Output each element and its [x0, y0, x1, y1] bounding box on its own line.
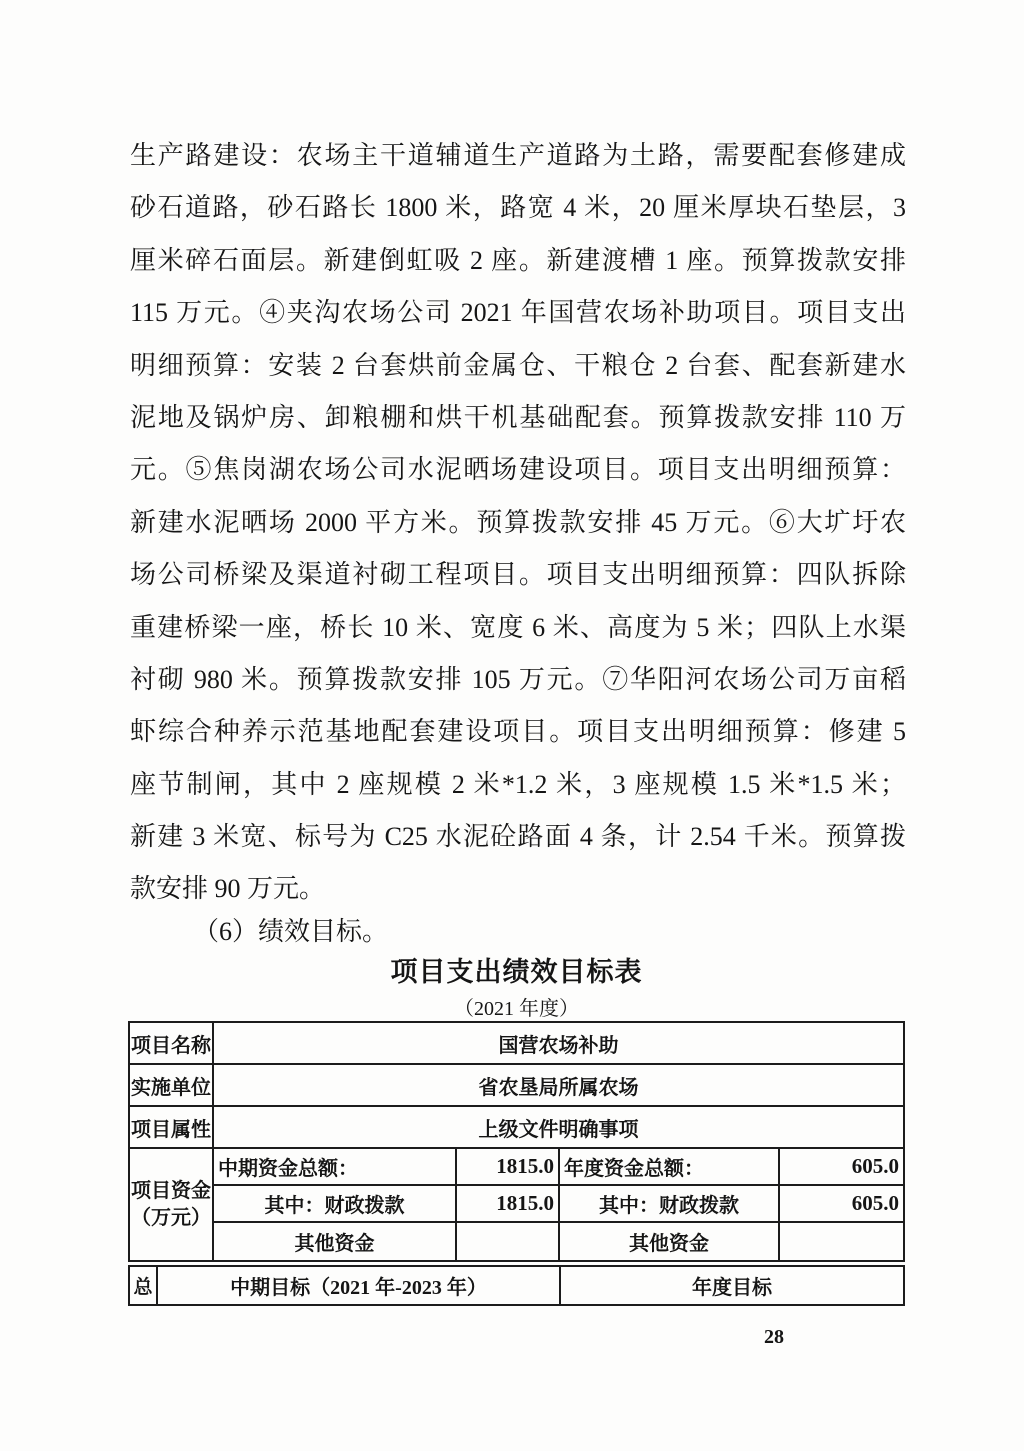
implement-unit-value: 省农垦局所属农场: [478, 1076, 639, 1099]
text-line: 场公司桥梁及渠道衬砌工程项目。项目支出明细预算：四队拆除: [130, 560, 906, 590]
text-line: 新建水泥晒场 2000 平方米。预算拨款安排 45 万元。⑥大圹圩农: [130, 507, 906, 537]
section-heading: （6）绩效目标。: [193, 917, 389, 946]
funding-section: [130, 1149, 903, 1260]
midterm-goal-header: 中期目标（2021 年-2023 年）: [158, 1267, 561, 1304]
table-row: [130, 1107, 903, 1149]
project-attribute-label: 项目属性: [130, 1107, 214, 1147]
text-line: 生产路建设：农场主干道辅道生产道路为土路，需要配套修建成: [130, 141, 906, 170]
page-number: 28: [764, 1326, 784, 1348]
text-line: 新建 3 米宽、标号为 C25 水泥砼路面 4 条，计 2.54 千米。预算拨: [130, 822, 906, 852]
midterm-other-label: 其他资金: [214, 1223, 457, 1260]
text-line: 泥地及锅炉房、卸粮棚和烘干机基础配套。预算拨款安排 110 万: [130, 402, 906, 432]
annual-other-label: 其他资金: [560, 1223, 780, 1260]
text-line: 厘米碎石面层。新建倒虹吸 2 座。新建渡槽 1 座。预算拨款安排: [130, 245, 906, 275]
funding-header-line2: （万元）: [131, 1206, 211, 1229]
goals-header: 总: [130, 1267, 158, 1304]
annual-fiscal-label: 其中：财政拨款: [560, 1186, 780, 1221]
funding-header: [130, 1149, 214, 1260]
text-line: 座节制闸，其中 2 座规模 2 米*1.2 米，3 座规模 1.5 米*1.5 米；: [130, 769, 906, 799]
paragraph: [130, 130, 906, 916]
project-name-value: 国营农场补助: [498, 1034, 619, 1057]
implement-unit-label: 实施单位: [130, 1065, 214, 1105]
funding-grid: [214, 1149, 903, 1260]
funding-row-fiscal: [214, 1186, 903, 1223]
funding-header-line1: 项目资金: [131, 1179, 211, 1202]
annual-fiscal-value: 605.0: [851, 1191, 899, 1215]
midterm-fiscal-label: 其中：财政拨款: [214, 1186, 457, 1221]
goals-row: [128, 1265, 905, 1306]
text-line: 砂石道路，砂石路长 1800 米，路宽 4 米，20 厘米厚块石垫层，3: [130, 193, 906, 223]
text-line: 款安排 90 万元。: [130, 874, 326, 904]
annual-other-value: [780, 1223, 903, 1260]
table-title: 项目支出绩效目标表: [390, 957, 643, 987]
table-row: [130, 1065, 903, 1107]
text-line: 115 万元。④夹沟农场公司 2021 年国营农场补助项目。项目支出: [130, 298, 906, 328]
table-row: [130, 1023, 903, 1065]
table-subtitle: （2021 年度）: [454, 998, 579, 1020]
text-line: 衬砌 980 米。预算拨款安排 105 万元。⑦华阳河农场公司万亩稻: [130, 664, 906, 694]
text-line: 重建桥梁一座，桥长 10 米、宽度 6 米、高度为 5 米；四队上水渠: [130, 612, 906, 642]
project-name-label: 项目名称: [130, 1023, 214, 1063]
text-line: 元。⑤焦岗湖农场公司水泥晒场建设项目。项目支出明细预算：: [130, 455, 906, 485]
project-attribute-value: 上级文件明确事项: [478, 1118, 639, 1141]
midterm-other-value: [457, 1223, 560, 1260]
annual-goal-header: 年度目标: [692, 1277, 772, 1299]
annual-total-label: 年度资金总额：: [560, 1149, 780, 1184]
text-line: 明细预算：安装 2 台套烘前金属仓、干粮仓 2 台套、配套新建水: [130, 350, 906, 380]
funding-row-other: [214, 1223, 903, 1260]
midterm-total-label: 中期资金总额：: [214, 1149, 457, 1184]
annual-total-value: 605.0: [851, 1154, 899, 1178]
midterm-fiscal-value: 1815.0: [457, 1186, 560, 1221]
midterm-total-value: 1815.0: [457, 1149, 560, 1184]
funding-row-total: [214, 1149, 903, 1186]
performance-table: [128, 1021, 905, 1262]
text-line: 虾综合种养示范基地配套建设项目。项目支出明细预算：修建 5: [130, 717, 906, 747]
